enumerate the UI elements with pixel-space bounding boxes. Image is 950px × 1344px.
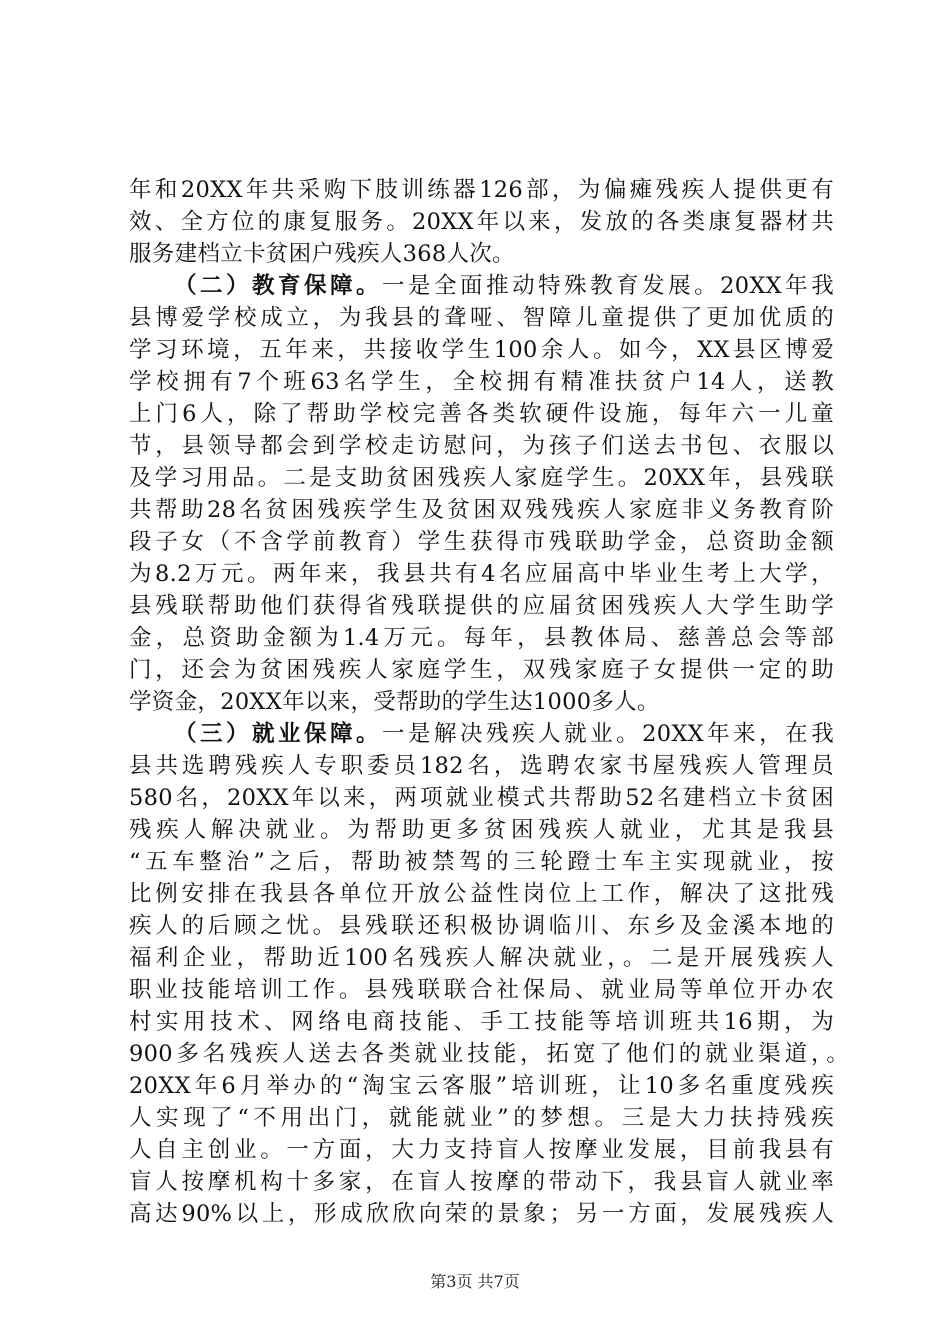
text-line: 学资金，20XX年以来，受帮助的学生达1000多人。 [129,689,660,715]
text-line: 门，还会为贫困残疾人家庭学生，双残家庭子女提供一定的助 [129,657,834,683]
text-line: 580名，20XX年以来，两项就业模式共帮助52名建档立卡贫困 [129,785,834,811]
text-run: 一是解决残疾人就业。20XX年来，在我 [382,721,834,747]
text-line: 及学习用品。二是支助贫困残疾人家庭学生。20XX年，县残联 [129,465,834,491]
text-line: 县残联帮助他们获得省残联提供的应届贫困残疾人大学生助学 [129,593,834,619]
text-line: 学习环境，五年来，共接收学生100余人。如今，XX县区博爱 [129,337,834,363]
text-line: 人实现了“不用出门，就能就业”的梦想。三是大力扶持残疾 [129,1105,834,1131]
text-line: 段子女（不含学前教育）学生获得市残联助学金，总资助金额 [129,529,834,555]
text-line: 盲人按摩机构十多家，在盲人按摩的带动下，我县盲人就业率 [129,1169,834,1195]
text-line: 比例安排在我县各单位开放公益性岗位上工作，解决了这批残 [129,881,834,907]
text-line: 县共选聘残疾人专职委员182名，选聘农家书屋残疾人管理员 [129,753,834,779]
paragraph-first-line [174,718,834,750]
page-number-footer: 第3页 共7页 [430,1272,520,1291]
text-line: 县博爱学校成立，为我县的聋哑、智障儿童提供了更加优质的 [129,305,834,331]
paragraph-first-line [174,270,834,302]
text-line: 节，县领导都会到学校走访慰问，为孩子们送去书包、衣服以 [129,433,834,459]
text-run: 一是全面推动特殊教育发展。20XX年我 [382,273,834,299]
text-line: 服务建档立卡贫困户残疾人368人次。 [129,241,515,267]
text-line: 20XX年6月举办的“淘宝云客服”培训班，让10多名重度残疾 [129,1073,834,1099]
section-heading-employment: （三）就业保障。 [174,721,383,747]
text-line: 职业技能培训工作。县残联联合社保局、就业局等单位开办农 [129,977,834,1003]
text-line: 上门6人，除了帮助学校完善各类软硬件设施，每年六一儿童 [129,401,834,427]
text-line: 福利企业，帮助近100名残疾人解决就业，。二是开展残疾人 [129,945,834,971]
text-line: “五车整治”之后，帮助被禁驾的三轮蹬士车主实现就业，按 [129,849,834,875]
text-line: 共帮助28名贫困残疾学生及贫困双残残疾人家庭非义务教育阶 [129,497,834,523]
text-line: 金，总资助金额为1.4万元。每年，县教体局、慈善总会等部 [129,625,834,651]
text-line: 人自主创业。一方面，大力支持盲人按摩业发展，目前我县有 [129,1137,834,1163]
text-line: 900多名残疾人送去各类就业技能，拓宽了他们的就业渠道，。 [129,1041,849,1067]
text-line: 疾人的后顾之忧。县残联还积极协调临川、东乡及金溪本地的 [129,913,834,939]
text-line: 效、全方位的康复服务。20XX年以来，发放的各类康复器材共 [129,209,834,235]
text-line: 年和20XX年共采购下肢训练器126部，为偏瘫残疾人提供更有 [129,177,834,203]
text-line: 为8.2万元。两年来，我县共有4名应届高中毕业生考上大学， [129,561,834,587]
text-line: 学校拥有7个班63名学生，全校拥有精准扶贫户14人，送教 [129,369,834,395]
text-line: 高达90%以上，形成欣欣向荣的景象；另一方面，发展残疾人 [129,1201,834,1227]
text-line: 残疾人解决就业。为帮助更多贫困残疾人就业，尤其是我县 [129,817,834,843]
section-heading-education: （二）教育保障。 [174,273,383,299]
text-line: 村实用技术、网络电商技能、手工技能等培训班共16期，为 [129,1009,834,1035]
